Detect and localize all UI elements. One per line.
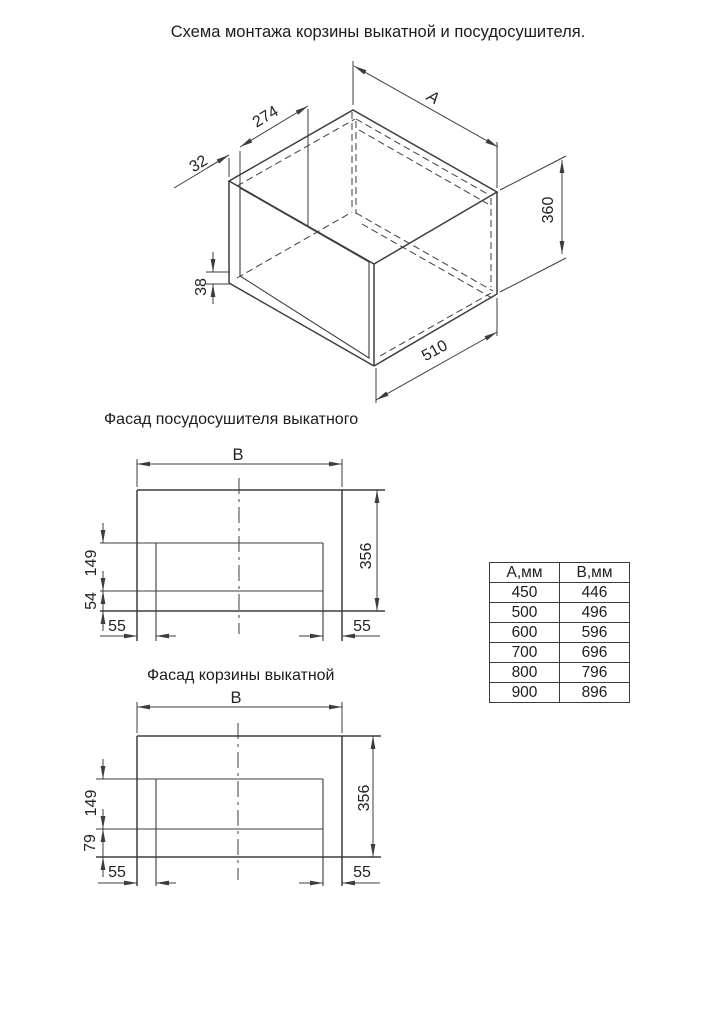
dim-label-149: 149	[83, 789, 100, 817]
dim-label-b: B	[230, 689, 242, 707]
dim-facade-basket-width-b	[137, 689, 342, 733]
table-header-b: В,мм	[560, 563, 630, 583]
dim-front-offset-32	[174, 152, 229, 188]
facade-dryer-outline	[100, 478, 385, 641]
table-cell: 500	[490, 603, 560, 623]
dim-label-55-left: 55	[108, 864, 126, 881]
dim-height-360	[500, 156, 566, 292]
table-header-row	[490, 563, 630, 583]
facade-basket-drawing	[80, 688, 392, 892]
dim-label-55-right: 55	[353, 864, 371, 881]
table-row	[490, 603, 630, 623]
dim-facade-dryer-55-left	[100, 618, 176, 636]
table-cell: 700	[490, 643, 560, 663]
table-cell: 696	[560, 643, 630, 663]
dim-label-274: 274	[249, 102, 282, 132]
size-table	[489, 562, 630, 703]
facade-basket-outline	[96, 723, 381, 886]
dim-label-356: 356	[358, 542, 375, 570]
table-cell: 796	[560, 663, 630, 683]
dim-label-55-left: 55	[108, 618, 126, 635]
dim-facade-basket-149	[83, 759, 103, 829]
page-title: Схема монтажа корзины выкатной и посудосушителя.	[170, 23, 586, 41]
dim-depth-510	[376, 298, 497, 403]
dim-width-a	[353, 61, 498, 188]
dim-facade-dryer-55-right	[299, 618, 380, 636]
dim-label-510: 510	[419, 337, 451, 365]
dim-label-360: 360	[540, 196, 557, 224]
dim-rail-38	[193, 252, 230, 304]
table-cell: 800	[490, 663, 560, 683]
table-cell: 896	[560, 683, 630, 703]
dim-label-149: 149	[83, 549, 100, 577]
table-cell: 600	[490, 623, 560, 643]
table-row	[490, 623, 630, 643]
table-cell: 496	[560, 603, 630, 623]
table-row	[490, 583, 630, 603]
table-cell: 446	[560, 583, 630, 603]
table-cell: 900	[490, 683, 560, 703]
table-row	[490, 683, 630, 703]
dim-facade-basket-height-356	[356, 736, 373, 857]
dim-label-356: 356	[356, 784, 373, 812]
dim-facade-basket-79	[82, 829, 103, 877]
dim-label-79: 79	[82, 834, 99, 852]
dim-label-54: 54	[83, 592, 100, 610]
facade-basket-title: Фасад корзины выкатной	[147, 667, 335, 684]
dim-facade-dryer-height-356	[358, 490, 377, 611]
iso-cabinet-drawing	[100, 50, 580, 410]
table-cell: 450	[490, 583, 560, 603]
dim-label-32: 32	[186, 152, 211, 177]
table-row	[490, 643, 630, 663]
dim-facade-dryer-149	[83, 523, 103, 591]
table-row	[490, 663, 630, 683]
facade-dryer-title: Фасад посудосушителя выкатного	[104, 411, 359, 428]
cabinet-box-edges	[229, 110, 497, 366]
dim-label-38: 38	[193, 278, 210, 296]
dim-facade-basket-55-right	[299, 864, 380, 883]
table-header-a: А,мм	[490, 563, 560, 583]
dim-label-a: A	[423, 87, 443, 109]
dim-label-55-right: 55	[353, 618, 371, 635]
facade-dryer-drawing	[80, 443, 392, 647]
dim-label-b: B	[232, 446, 244, 464]
table-cell: 596	[560, 623, 630, 643]
